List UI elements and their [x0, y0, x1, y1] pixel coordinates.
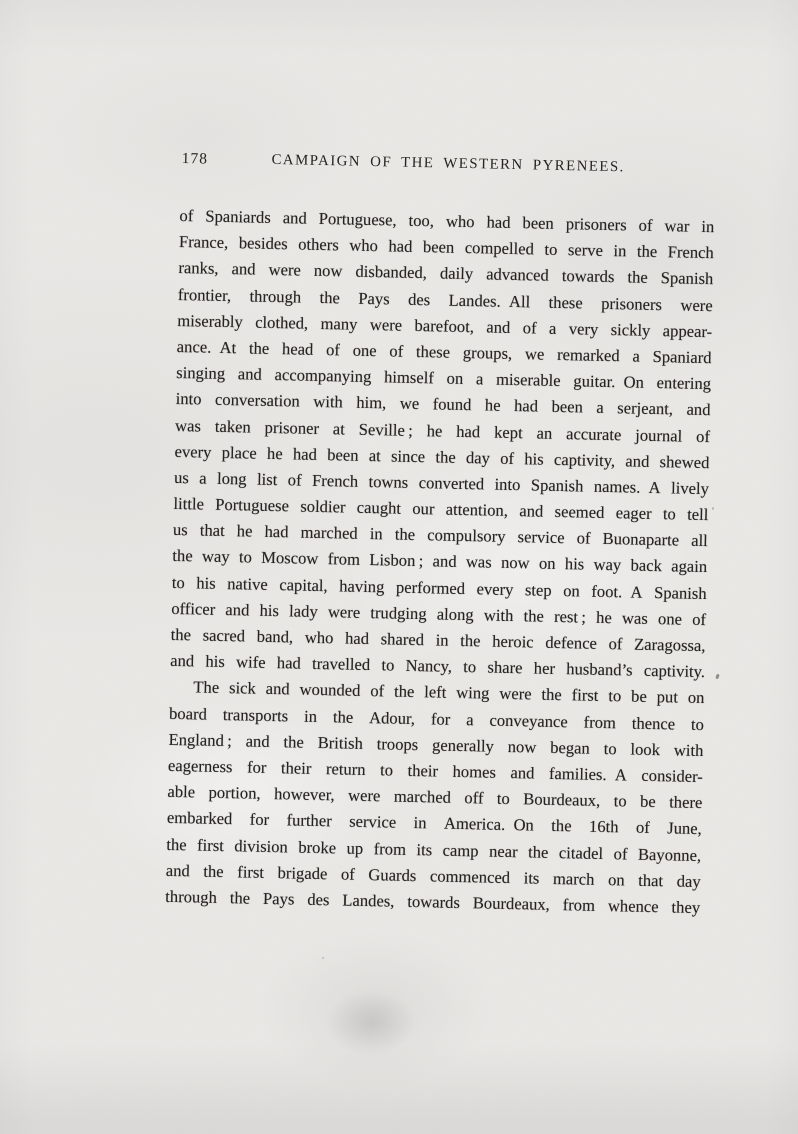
text-line: into conversation with him, we found he had been a serjeant, and — [175, 389, 711, 420]
paragraph — [170, 203, 715, 685]
ink-speck — [715, 674, 719, 680]
text-line: was taken prisoner at Seville ; he had kept an accurate journal of — [174, 415, 711, 446]
text-line: The sick and wounded of the left wing were the first to be put on — [193, 677, 705, 708]
page-header — [180, 150, 715, 183]
running-title: CAMPAIGN OF THE WESTERN PYRENEES. — [271, 151, 626, 176]
text-line: and his wife had travelled to Nancy, to share her husband’s captivity. — [170, 651, 706, 682]
text-line: and the first brigade of Guards commenced its march on that day — [165, 860, 701, 891]
text-line: every place he had been at since the day of his captivity, and shewed — [174, 441, 710, 472]
text-line: board transports in the Adour, for a conveyance from thence to — [168, 703, 705, 734]
text-line: ance. At the head of one of these groups, we remarked a Spaniard — [176, 336, 712, 368]
text-line: of Spaniards and Portuguese, too, who had been prisoners of war in — [179, 205, 715, 237]
text-line: officer and his lady were trudging along with the rest ; he was one of — [171, 598, 707, 629]
paragraph — [165, 674, 705, 921]
text-line: miserably clothed, many were barefoot, and of a very sickly appear- — [177, 310, 713, 341]
page-number: 178 — [181, 150, 209, 168]
text-line: to his native capital, having performed every step on foot. A Spanish — [171, 572, 707, 603]
text-line: little Portuguese soldier caught our attention, and seemed eager to tell — [173, 493, 709, 525]
text-line: singing and accompanying himself on a miserable guitar. On entering — [176, 363, 712, 394]
text-line: frontier, through the Pays des Landes. All these prisoners were — [177, 284, 713, 315]
text-line: embarked for further service in America. On the 16th of June, — [166, 808, 703, 839]
ink-speck — [712, 507, 714, 510]
text-line: the sacred band, who had shared in the heroic defence of Zaragossa, — [170, 624, 706, 656]
text-line: England ; and the British troops generally now began to look with — [168, 729, 704, 760]
text-line: us a long list of French towns converted into Spanish names. A lively — [173, 467, 710, 499]
text-line: us that he had marched in the compulsory service of Buonaparte all — [172, 520, 708, 551]
text-line: ranks, and were now disbanded, daily advanced towards the Spanish — [178, 258, 714, 289]
text-line: through the Pays des Landes, towards Bourdeaux, from whence they — [165, 886, 701, 917]
text-line: able portion, however, were marched off to Bourdeaux, to be there — [167, 781, 703, 813]
text-line: France, besides others who had been compelled to serve in the French — [178, 232, 715, 263]
text-line: the first division broke up from its camp near the citadel of Bayonne, — [166, 834, 702, 865]
page-body-text — [165, 203, 715, 921]
print-block — [165, 146, 716, 921]
ink-speck — [322, 957, 324, 959]
text-line: eagerness for their return to their homes and families. A consider- — [167, 755, 704, 787]
text-line: the way to Moscow from Lisbon ; and was now on his way back again — [172, 546, 708, 577]
